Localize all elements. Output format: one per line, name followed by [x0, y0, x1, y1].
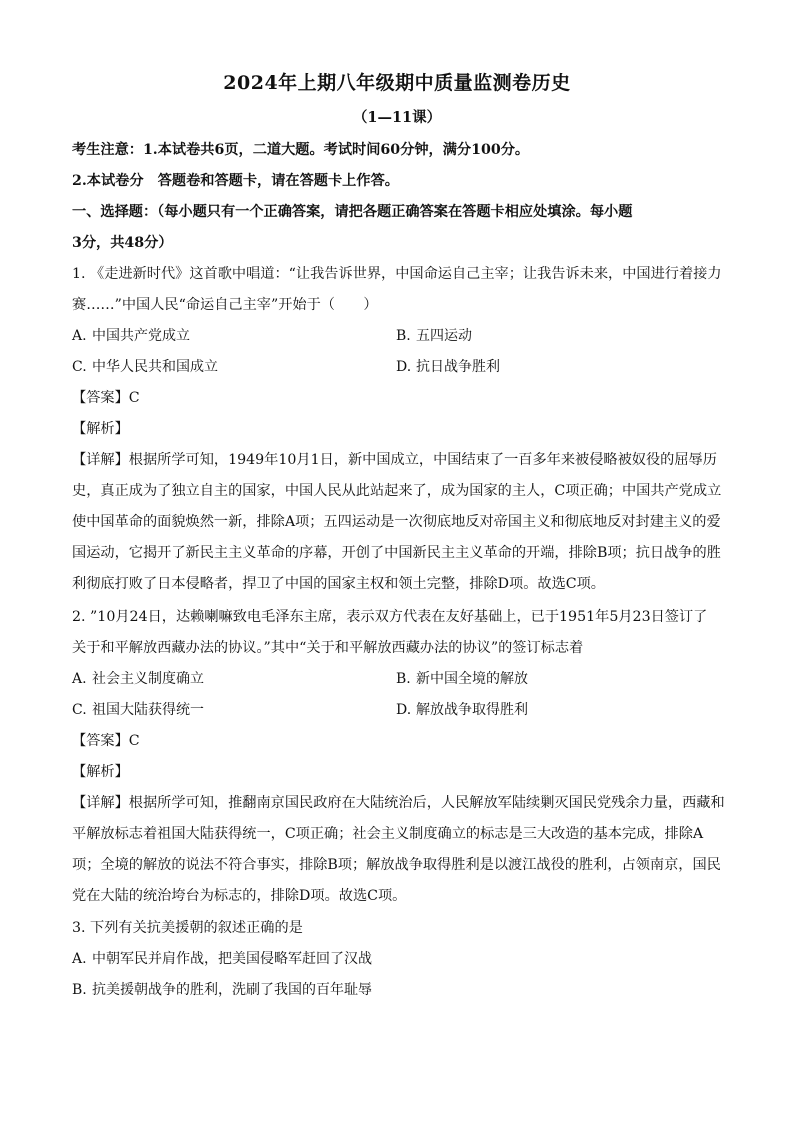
option-text: 祖国大陆获得统一: [92, 702, 204, 718]
option-key: A.: [72, 951, 87, 967]
q2-detail-line-1: 【详解】根据所学可知，推翻南京国民政府在大陆统治后，人民解放军陆续剿灭国民党残余力量，西藏和: [72, 795, 725, 811]
option-key: A.: [72, 328, 87, 344]
q1-detail-line-3: 使中国革命的面貌焕然一新，排除A项；五四运动是一次彻底地反对帝国主义和彻底地反对封建主义的爱: [72, 514, 721, 530]
section-heading-line-2: 3分，共48分）: [72, 235, 173, 251]
q1-option-b: [396, 326, 472, 346]
q2-stem-line-2: 关于和平解放西藏办法的协议。”其中“关于和平解放西藏办法的协议”的签订标志着: [72, 640, 584, 656]
q2-analysis-label: 【解析】: [72, 764, 129, 780]
option-text: 抗美援朝战争的胜利，洗刷了我国的百年耻辱: [92, 982, 372, 998]
q1-stem-line-1: 1. 《走进新时代》这首歌中唱道：“让我告诉世界，中国命运自己主宰；让我告诉未来，中国进行着接力: [72, 266, 722, 282]
q1-detail-line-2: 史，真正成为了独立自主的国家，中国人民从此站起来了，成为国家的主人，C项正确；中国共产党成立: [72, 483, 722, 499]
q2-detail-line-3: 项；全境的解放的说法不符合事实，排除B项；解放战争取得胜利是以渡江战役的胜利，占领南京，国民: [72, 857, 721, 873]
option-key: B.: [396, 671, 411, 687]
option-key: D.: [396, 702, 412, 718]
q1-detail-line-1: 【详解】根据所学可知，1949年10月1日，新中国成立，中国结束了一百多年来被侵略被奴役的屈辱历: [72, 452, 717, 468]
option-key: A.: [72, 671, 87, 687]
option-key: B.: [396, 328, 411, 344]
option-text: 解放战争取得胜利: [416, 702, 528, 718]
option-text: 新中国全境的解放: [416, 671, 528, 687]
q2-option-d: [396, 700, 528, 720]
q2-detail-line-2: 平解放标志着祖国大陆获得统一，C项正确；社会主义制度确立的标志是三大改造的基本完成，排除A: [72, 826, 704, 842]
q2-stem-line-1: 2. ”10月24日，达赖喇嘛致电毛泽东主席，表示双方代表在友好基础上，已于1951年5月23日签订了: [72, 609, 708, 625]
q3-option-b: [72, 980, 372, 1000]
option-key: B.: [72, 982, 87, 998]
option-text: 抗日战争胜利: [416, 359, 500, 375]
option-text: 社会主义制度确立: [92, 671, 204, 687]
q2-option-b: [396, 669, 528, 689]
q1-option-c: [72, 357, 218, 377]
q1-detail-line-5: 利彻底打败了日本侵略者，捍卫了中国的国家主权和领土完整，排除D项。故选C项。: [72, 576, 605, 592]
q2-answer: 【答案】C: [72, 733, 140, 749]
option-key: C.: [72, 359, 87, 375]
q3-option-a: [72, 949, 372, 969]
notice-line-2: 2.本试卷分 答题卷和答题卡，请在答题卡上作答。: [72, 173, 399, 189]
section-heading-line-1: 一、选择题：（每小题只有一个正确答案，请把各题正确答案在答题卡相应处填涂。每小题: [72, 204, 633, 220]
q2-option-a: [72, 669, 204, 689]
page-subtitle: （1—11课）: [352, 109, 442, 126]
q2-detail-line-4: 党在大陆的统治垮台为标志的，排除D项。故选C项。: [72, 888, 407, 904]
q1-answer: 【答案】C: [72, 390, 140, 406]
q1-option-d: [396, 357, 500, 377]
option-key: C.: [72, 702, 87, 718]
option-text: 中华人民共和国成立: [92, 359, 218, 375]
option-key: D.: [396, 359, 412, 375]
q1-stem-line-2: 赛……”中国人民“命运自己主宰”开始于（ ）: [72, 297, 378, 313]
q1-option-a: [72, 326, 190, 346]
option-text: 中朝军民并肩作战，把美国侵略军赶回了汉战: [92, 951, 372, 967]
option-text: 五四运动: [416, 328, 472, 344]
notice-line-1: 考生注意：1.本试卷共6页，二道大题。考试时间60分钟，满分100分。: [72, 142, 530, 158]
q2-option-c: [72, 700, 204, 720]
page-title: 2024年上期八年级期中质量监测卷历史: [223, 72, 571, 94]
q1-detail-line-4: 国运动，它揭开了新民主主义革命的序幕，开创了中国新民主主义革命的开端，排除B项；抗日战争的胜: [72, 545, 721, 561]
q1-analysis-label: 【解析】: [72, 421, 129, 437]
option-text: 中国共产党成立: [92, 328, 190, 344]
q3-stem: 3. 下列有关抗美援朝的叙述正确的是: [72, 920, 303, 936]
